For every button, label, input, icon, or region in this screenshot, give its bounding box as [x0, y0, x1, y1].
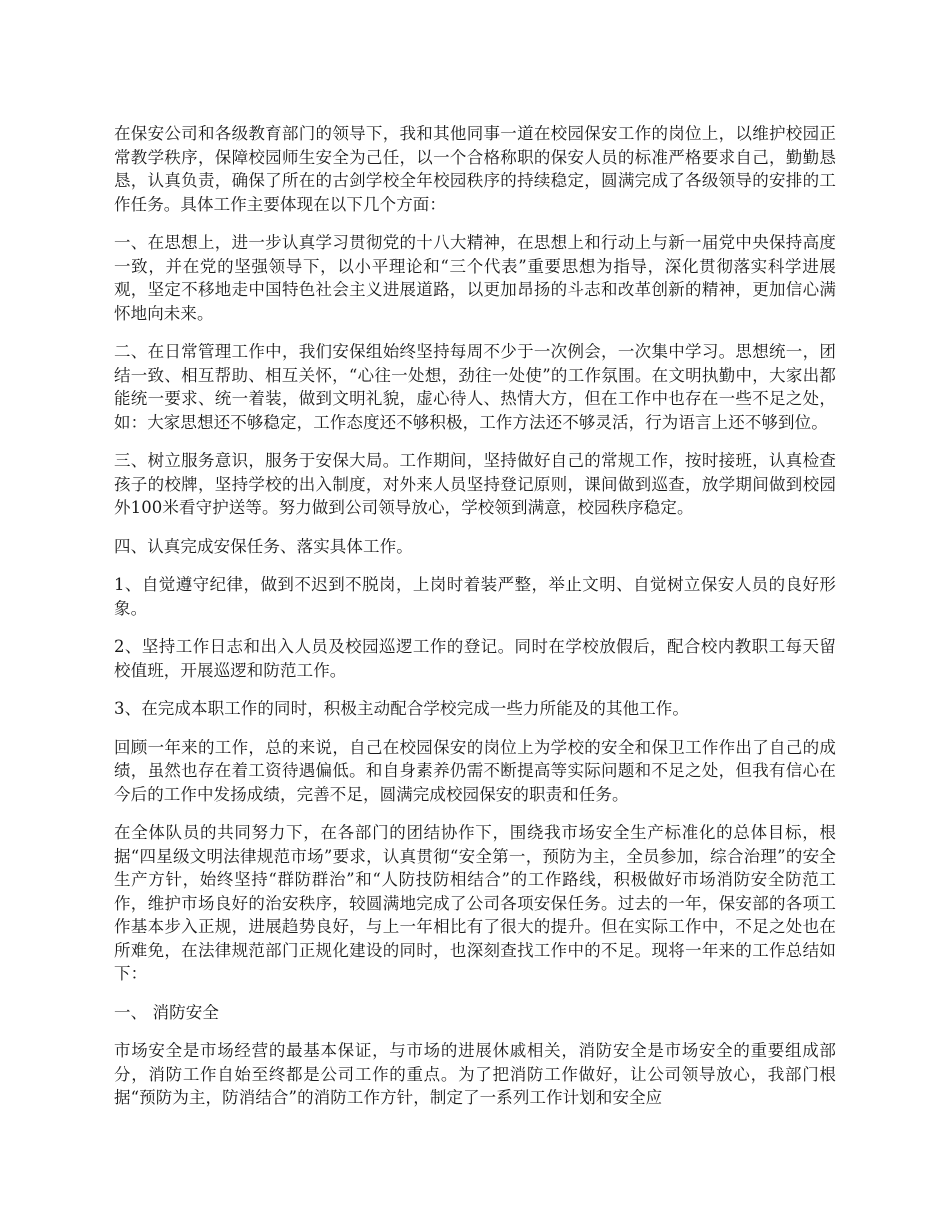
paragraph-fire-safety: 市场安全是市场经营的最基本保证，与市场的进展休戚相关，消防安全是市场安全的重要组成部分，消防工作自始至终都是公司工作的重点。为了把消防工作做好，让公司领导放心，我部门根据“预防为主，防消结合”的消防工作方针，制定了一系列工作计划和安全应	[114, 1041, 836, 1107]
paragraph-item-3: 3、在完成本职工作的同时，积极主动配合学校完成一些力所能及的其他工作。	[114, 699, 689, 718]
paragraph-team-summary: 在全体队员的共同努力下，在各部门的团结协作下，围绕我市场安全生产标准化的总体目标，根据“四星级文明法律规范市场”要求，认真贯彻“安全第一，预防为主，全员参加，综合治理”的安全生产方针，始终坚持“群防群治”和“人防技防相结合”的工作路线，积极做好市场消防安全防范工作，维护市场良好的治安秩序，较圆满地完成了公司各项安保任务。过去的一年，保安部的各项工作基本步入正规，进展趋势良好，与上一年相比有了很大的提升。但在实际工作中，不足之处也在所难免，在法律规范部门正规化建设的同时，也深刻查找工作中的不足。现将一年来的工作总结如下：	[114, 823, 836, 983]
paragraph-ideology: 一、在思想上，进一步认真学习贯彻党的十八大精神，在思想上和行动上与新一届党中央保持高度一致，并在党的坚强领导下，以小平理论和“三个代表”重要思想为指导，深化贯彻落实科学进展观，坚定不移地走中国特色社会主义进展道路，以更加昂扬的斗志和改革创新的精神，更加信心满怀地向未来。	[114, 233, 836, 323]
paragraph-fire-safety-heading: 一、 消防安全	[114, 1002, 219, 1022]
paragraph-item-1: 1、自觉遵守纪律，做到不迟到不脱岗，上岗时着装严整，举止文明、自觉树立保安人员的良好形象。	[114, 575, 836, 618]
paragraph-review: 回顾一年来的工作，总的来说，自己在校园保安的岗位上为学校的安全和保卫工作作出了自己的成绩，虽然也存在着工资待遇偏低。和自身素养仍需不断提高等实际问题和不足之处，但我有信心在今后的工作中发扬成绩，完善不足，圆满完成校园保安的职责和任务。	[114, 737, 836, 804]
paragraph-item-2: 2、坚持工作日志和出入人员及校园巡逻工作的登记。同时在学校放假后，配合校内教职工每天留校值班，开展巡逻和防范工作。	[114, 637, 836, 680]
paragraph-intro: 在保安公司和各级教育部门的领导下，我和其他同事一道在校园保安工作的岗位上，以维护校园正常教学秩序，保障校园师生安全为己任，以一个合格称职的保安人员的标准严格要求自己，勤勤恳恳，认真负责，确保了所在的古剑学校全年校园秩序的持续稳定，圆满完成了各级领导的安排的工作任务。具体工作主要体现在以下几个方面：	[114, 124, 836, 214]
paragraph-security-tasks-heading: 四、认真完成安保任务、落实具体工作。	[114, 536, 413, 556]
paragraph-service-awareness: 三、树立服务意识，服务于安保大局。工作期间，坚持做好自己的常规工作，按时接班，认真检查孩子的校牌，坚持学校的出入制度，对外来人员坚持登记原则，课间做到巡查，放学期间做到校园外100米看守护送等。努力做到公司领导放心，学校领到满意，校园秩序稳定。	[114, 451, 836, 517]
document-page	[114, 122, 836, 1125]
paragraph-daily-management: 二、在日常管理工作中，我们安保组始终坚持每周不少于一次例会，一次集中学习。思想统一，团结一致、相互帮助、相互关怀，“心往一处想，劲往一处使”的工作氛围。在文明执勤中，大家出都能统一要求、统一着装，做到文明礼貌，虚心待人、热情大方，但在工作中也存在一些不足之处，如：大家思想还不够稳定，工作态度还不够积极，工作方法还不够灵活，行为语言上还不够到位。	[114, 342, 836, 432]
